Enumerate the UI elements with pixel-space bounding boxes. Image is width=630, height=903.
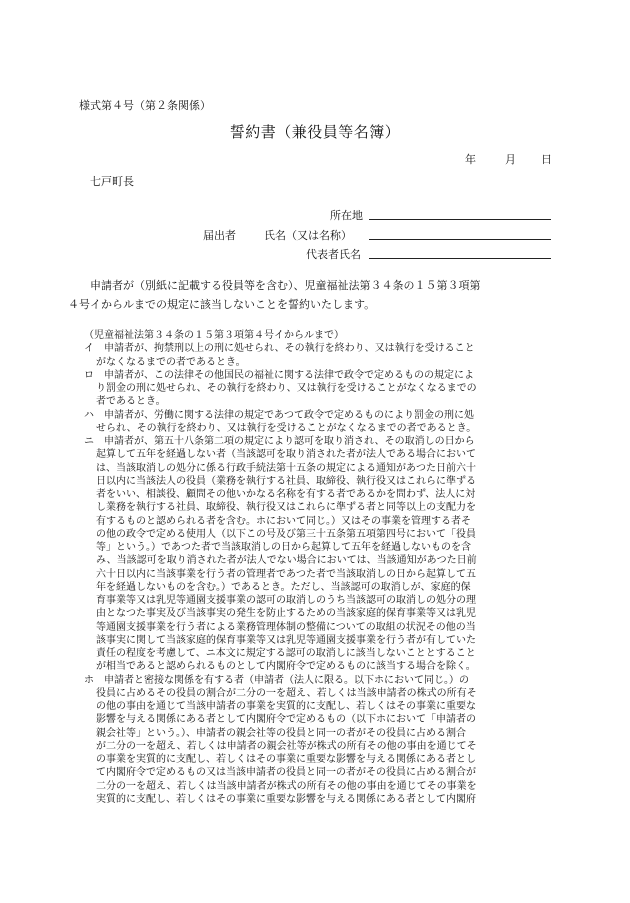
name-label: 氏名（又は名称） (264, 229, 352, 242)
clause-line: 申請者が、労働に関する法律の規定であつて政令で定めるものにより罰金の刑に処 (104, 409, 474, 421)
clause-item (84, 369, 559, 409)
clause-line: 親会社等」という。）、申請者の親会社等の役員と同一の者がその役員に占める割合 (96, 727, 466, 739)
document-title: 誓約書（兼役員等名簿） (229, 123, 401, 141)
clause-line: が相当であると認められるものとして内閣府令で定めるものに該当する場合を除く。 (96, 661, 476, 673)
clause-line: 申請者が、第五十八条第二項の規定により認可を取り消され、その取消しの日から (104, 436, 475, 447)
clause-line: 者をいい、相談役、顧問その他いかなる名称を有する者であるかを問わず、法人に対 (96, 489, 476, 500)
clause-item (84, 435, 559, 674)
clause-mark: ホ (84, 674, 94, 686)
clause-text (96, 369, 559, 409)
clause-line: 等」という。）であつた者で当該取消しの日から起算して五年を経過しないものを含 (96, 542, 471, 553)
clause-line: て内閣府令で定めるもの又は当該申請者の役員と同一の者がその役員に占める割合が (96, 767, 476, 779)
clause-line: の他の事由を通じて当該申請者の事業を実質的に支配し、若しくはその事業に重要な (96, 701, 476, 712)
clause-line: 六十日以内に当該事業を行う者の管理者であつた者で当該取消しの日から起算して五 (96, 568, 476, 580)
clause-line: 実質的に支配し、若しくはその事業に重要な影響を与える関係にある者として内閣府 (96, 793, 476, 805)
clause-line: 申請者と密接な関係を有する者（申請者（法人に限る。以下ホにおいて同じ。）の (104, 674, 469, 686)
clause-text (96, 674, 559, 807)
clause-line: 起算して五年を経過しない者（当該認可を取り消された者が法人である場合において (96, 449, 476, 461)
clauses-section (84, 329, 559, 806)
clause-line: 影響を与える関係にある者として内閣府令で定めるもの（以下ホにおいて「申請者の (96, 714, 476, 726)
addressee: 七戸町長 (90, 175, 134, 188)
clause-text (96, 342, 559, 369)
clause-line: 育事業等又は乳児等通園支援事業の認可の取消しのうち当該認可の取消しの処分の理 (96, 595, 476, 606)
clause-line: がなくなるまでの者であるとき。 (96, 356, 246, 368)
clause-line: り罰金の刑に処せられ、その執行を終わり、又は執行を受けることがなくなるまでの (96, 383, 477, 394)
clause-line: 有するものと認められる者を含む。ホにおいて同じ。）又はその事業を管理する者そ (96, 515, 471, 527)
pledge-line: 申請者が（別紙に記載する役員等を含む）、児童福祉法第３４条の１５第３項第 (90, 279, 481, 292)
clause-item (84, 674, 559, 807)
date-month-label: 月 (505, 153, 516, 166)
clause-line: 者であるとき。 (96, 396, 166, 408)
clause-text (96, 435, 559, 674)
clause-line: み、当該認可を取り消された者が法人でない場合においては、当該通知があつた日前 (96, 555, 477, 567)
address-label: 所在地 (330, 209, 363, 222)
clause-line: は、当該取消しの処分に係る行政手続法第十五条の規定による通知があつた日前六十 (96, 462, 476, 474)
clause-line: し業務を執行する社員、取締役、執行役又はこれらに準ずる者と同等以上の支配力を (96, 502, 476, 514)
clause-line: 由となつた事実及び当該事実の発生を防止するための当該家庭的保育事業等又は乳児 (96, 608, 476, 620)
clause-line: 日以内に当該法人の役員（業務を執行する社員、取締役、執行役又はこれらに準ずる (96, 475, 476, 487)
clause-line: 二分の一を超え、若しくは当該申請者が株式の所有その他の事由を通じてその事業を (96, 780, 477, 792)
clause-list (84, 342, 559, 806)
form-number: 様式第４号（第２条関係） (79, 99, 211, 112)
clause-line: 等通園支援事業を行う者による業務管理体制の整備についての取組の状況その他の当 (96, 621, 476, 633)
clause-line: の他の政令で定める使用人（以下この号及び第三十五条第五項第四号において「役員 (96, 528, 476, 540)
clause-line: 申請者が、この法律その他国民の福祉に関する法律で政令で定めるものの規定によ (104, 369, 474, 381)
clause-line: 申請者が、拘禁刑以上の刑に処せられ、その執行を終わり、又は執行を受けること (104, 343, 475, 355)
clauses-heading: （児童福祉法第３４条の１５第３項第４号イからルまで） (84, 330, 344, 341)
clause-line: せられ、その執行を終わり、又は執行を受けることがなくなるまでの者であるとき。 (96, 422, 477, 434)
clause-line: 該事実に関して当該家庭的保育事業等又は乳児等通園支援事業を行う者が有していた (96, 634, 476, 646)
clause-line: が二分の一を超え、若しくは申請者の親会社等が株式の所有その他の事由を通じてそ (96, 740, 477, 752)
name-field-line (369, 239, 551, 240)
clause-mark: ロ (84, 369, 94, 381)
clause-mark: ニ (84, 436, 94, 447)
pledge-line: ４号イからルまでの規定に該当しないことを誓約いたします。 (68, 297, 376, 311)
address-field-line (369, 219, 551, 220)
date-day-label: 日 (541, 153, 552, 166)
clause-text (96, 409, 559, 436)
clause-line: 責任の程度を考慮して、ニ本文に規定する認可の取消しに該当しないこととすること (96, 648, 476, 659)
clause-mark: イ (84, 343, 94, 355)
representative-label: 代表者氏名 (306, 248, 361, 261)
clause-mark: ハ (84, 409, 94, 421)
submitter-label: 届出者 (203, 229, 236, 242)
clause-line: の事業を実質的に支配し、若しくはその事業に重要な影響を与える関係にある者とし (96, 754, 476, 765)
clause-line: 年を経過しないものを含む。）であるとき。ただし、当該認可の取消しが、家庭的保 (96, 581, 471, 593)
pledge-statement (68, 277, 559, 314)
clause-line: 役員に占めるその役員の割合が二分の一を超え、若しくは当該申請者の株式の所有そ (96, 687, 477, 699)
date-year-label: 年 (465, 153, 476, 166)
representative-field-line (369, 258, 551, 259)
clause-item (84, 409, 559, 436)
clause-item (84, 342, 559, 369)
